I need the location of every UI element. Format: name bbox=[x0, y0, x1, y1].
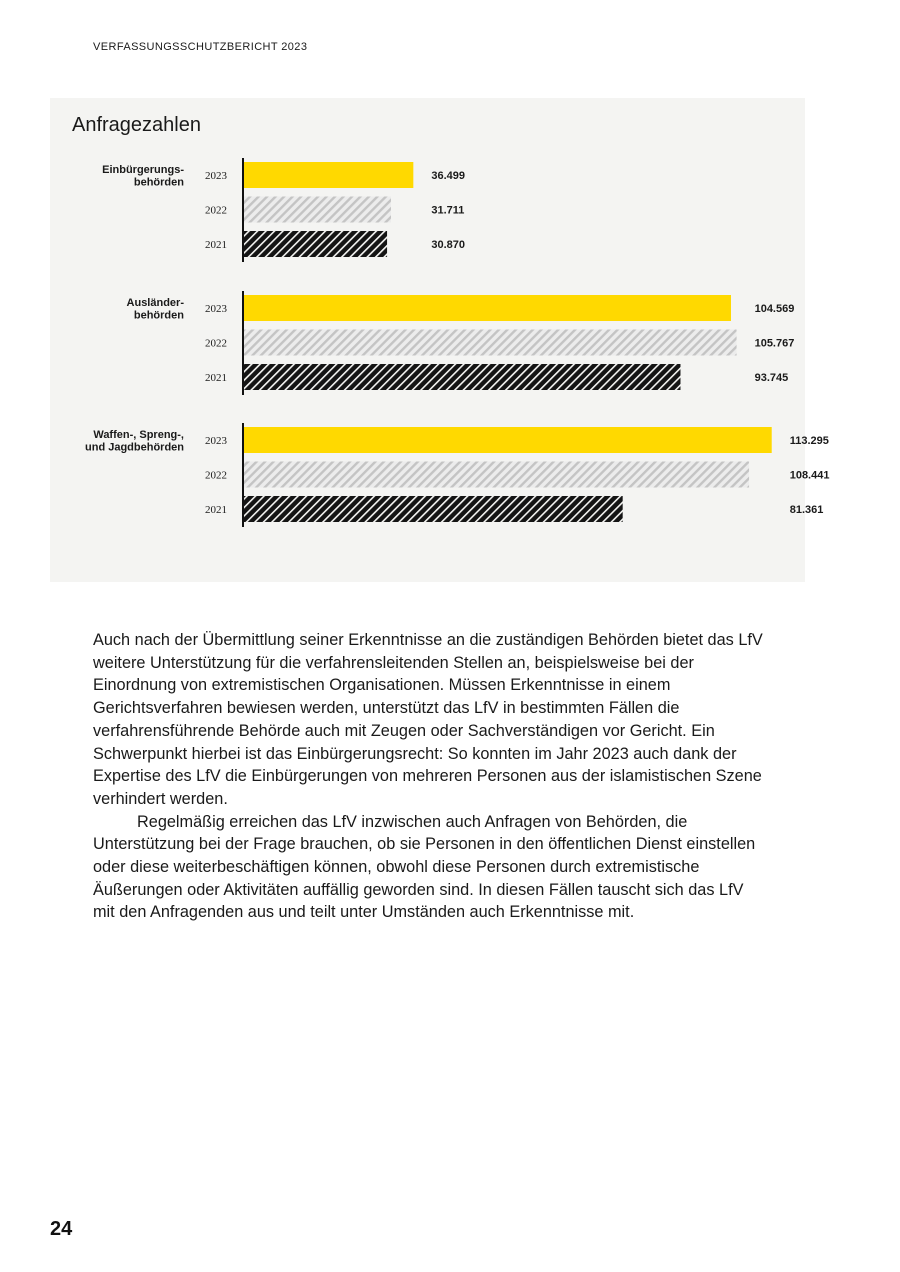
running-header: VERFASSUNGSSCHUTZBERICHT 2023 bbox=[93, 41, 308, 53]
bar-2021 bbox=[243, 496, 623, 522]
year-tick-label: 2022 bbox=[205, 204, 227, 217]
value-label: 30.870 bbox=[431, 239, 465, 251]
value-label: 108.441 bbox=[789, 469, 830, 482]
body-text bbox=[93, 629, 763, 924]
value-label: 36.499 bbox=[431, 170, 465, 182]
category-label: Ausländer- bbox=[126, 297, 184, 309]
bar-group bbox=[102, 158, 465, 262]
chart-panel bbox=[50, 98, 830, 582]
year-tick-label: 2021 bbox=[205, 372, 227, 384]
value-label: 105.767 bbox=[754, 337, 795, 350]
bar-group bbox=[127, 291, 795, 395]
category-label: behörden bbox=[133, 176, 184, 189]
category-label: Waffen-, Spreng-, bbox=[93, 429, 184, 441]
bar-2023 bbox=[243, 162, 413, 188]
bar-2023 bbox=[243, 427, 772, 453]
bar-2022 bbox=[243, 462, 749, 488]
category-label: und Jagdbehörden bbox=[85, 441, 184, 454]
year-tick-label: 2022 bbox=[205, 469, 227, 482]
bar-2021 bbox=[243, 231, 387, 257]
bar-chart bbox=[50, 98, 830, 582]
page-number: 24 bbox=[50, 1218, 73, 1240]
category-label: behörden bbox=[133, 309, 184, 322]
paragraph-1: Auch nach der Übermittlung seiner Erkenntnisse an die zuständigen Behörden bietet das LfV weitere Unterstützung für die verfahrensleitenden Stellen an, beispielsweise bei der Einordnung von extremistischen Organisationen. Müssen Erkenntnisse in einem Gerichtsverfahren bewiesen werden, unterstützt das LfV in bestimmten Fällen die verfahrensführende Behörde auch mit Zeugen oder Sachverständigen vor Gericht. Ein Schwerpunkt hierbei ist das Einbürgerungsrecht: So konnten im Jahr 2023 auch dank der Expertise des LfV die Einbürgerungen von mehreren Personen aus der islamistischen Szene verhindert werden. bbox=[93, 631, 763, 808]
year-tick-label: 2023 bbox=[205, 435, 227, 447]
value-label: 104.569 bbox=[754, 303, 795, 315]
bar-2022 bbox=[243, 197, 391, 223]
value-label: 93.745 bbox=[754, 372, 789, 384]
bar-2022 bbox=[243, 330, 737, 356]
bar-group bbox=[85, 423, 829, 527]
year-tick-label: 2022 bbox=[205, 337, 227, 350]
bar-2021 bbox=[243, 364, 680, 390]
chart-title: Anfragezahlen bbox=[72, 114, 201, 136]
value-label: 31.711 bbox=[431, 204, 465, 217]
year-tick-label: 2023 bbox=[205, 170, 227, 182]
value-label: 81.361 bbox=[789, 504, 824, 516]
year-tick-label: 2021 bbox=[205, 504, 227, 516]
value-label: 113.295 bbox=[789, 435, 829, 447]
category-label: Einbürgerungs- bbox=[102, 164, 184, 176]
paragraph-2: Regelmäßig erreichen das LfV inzwischen auch Anfragen von Behörden, die Unterstützung bei der Frage brauchen, ob sie Personen in den öffentlichen Dienst einstellen oder diese weiterbeschäftigen können, obwohl diese Personen durch extremistische Äußerungen oder Aktivitäten auffällig geworden sind. In diesen Fällen tauscht sich das LfV mit den Anfragenden aus und teilt unter Umständen auch Erkenntnisse mit. bbox=[93, 812, 756, 922]
year-tick-label: 2021 bbox=[205, 239, 227, 251]
bar-2023 bbox=[243, 295, 731, 321]
year-tick-label: 2023 bbox=[205, 303, 227, 315]
